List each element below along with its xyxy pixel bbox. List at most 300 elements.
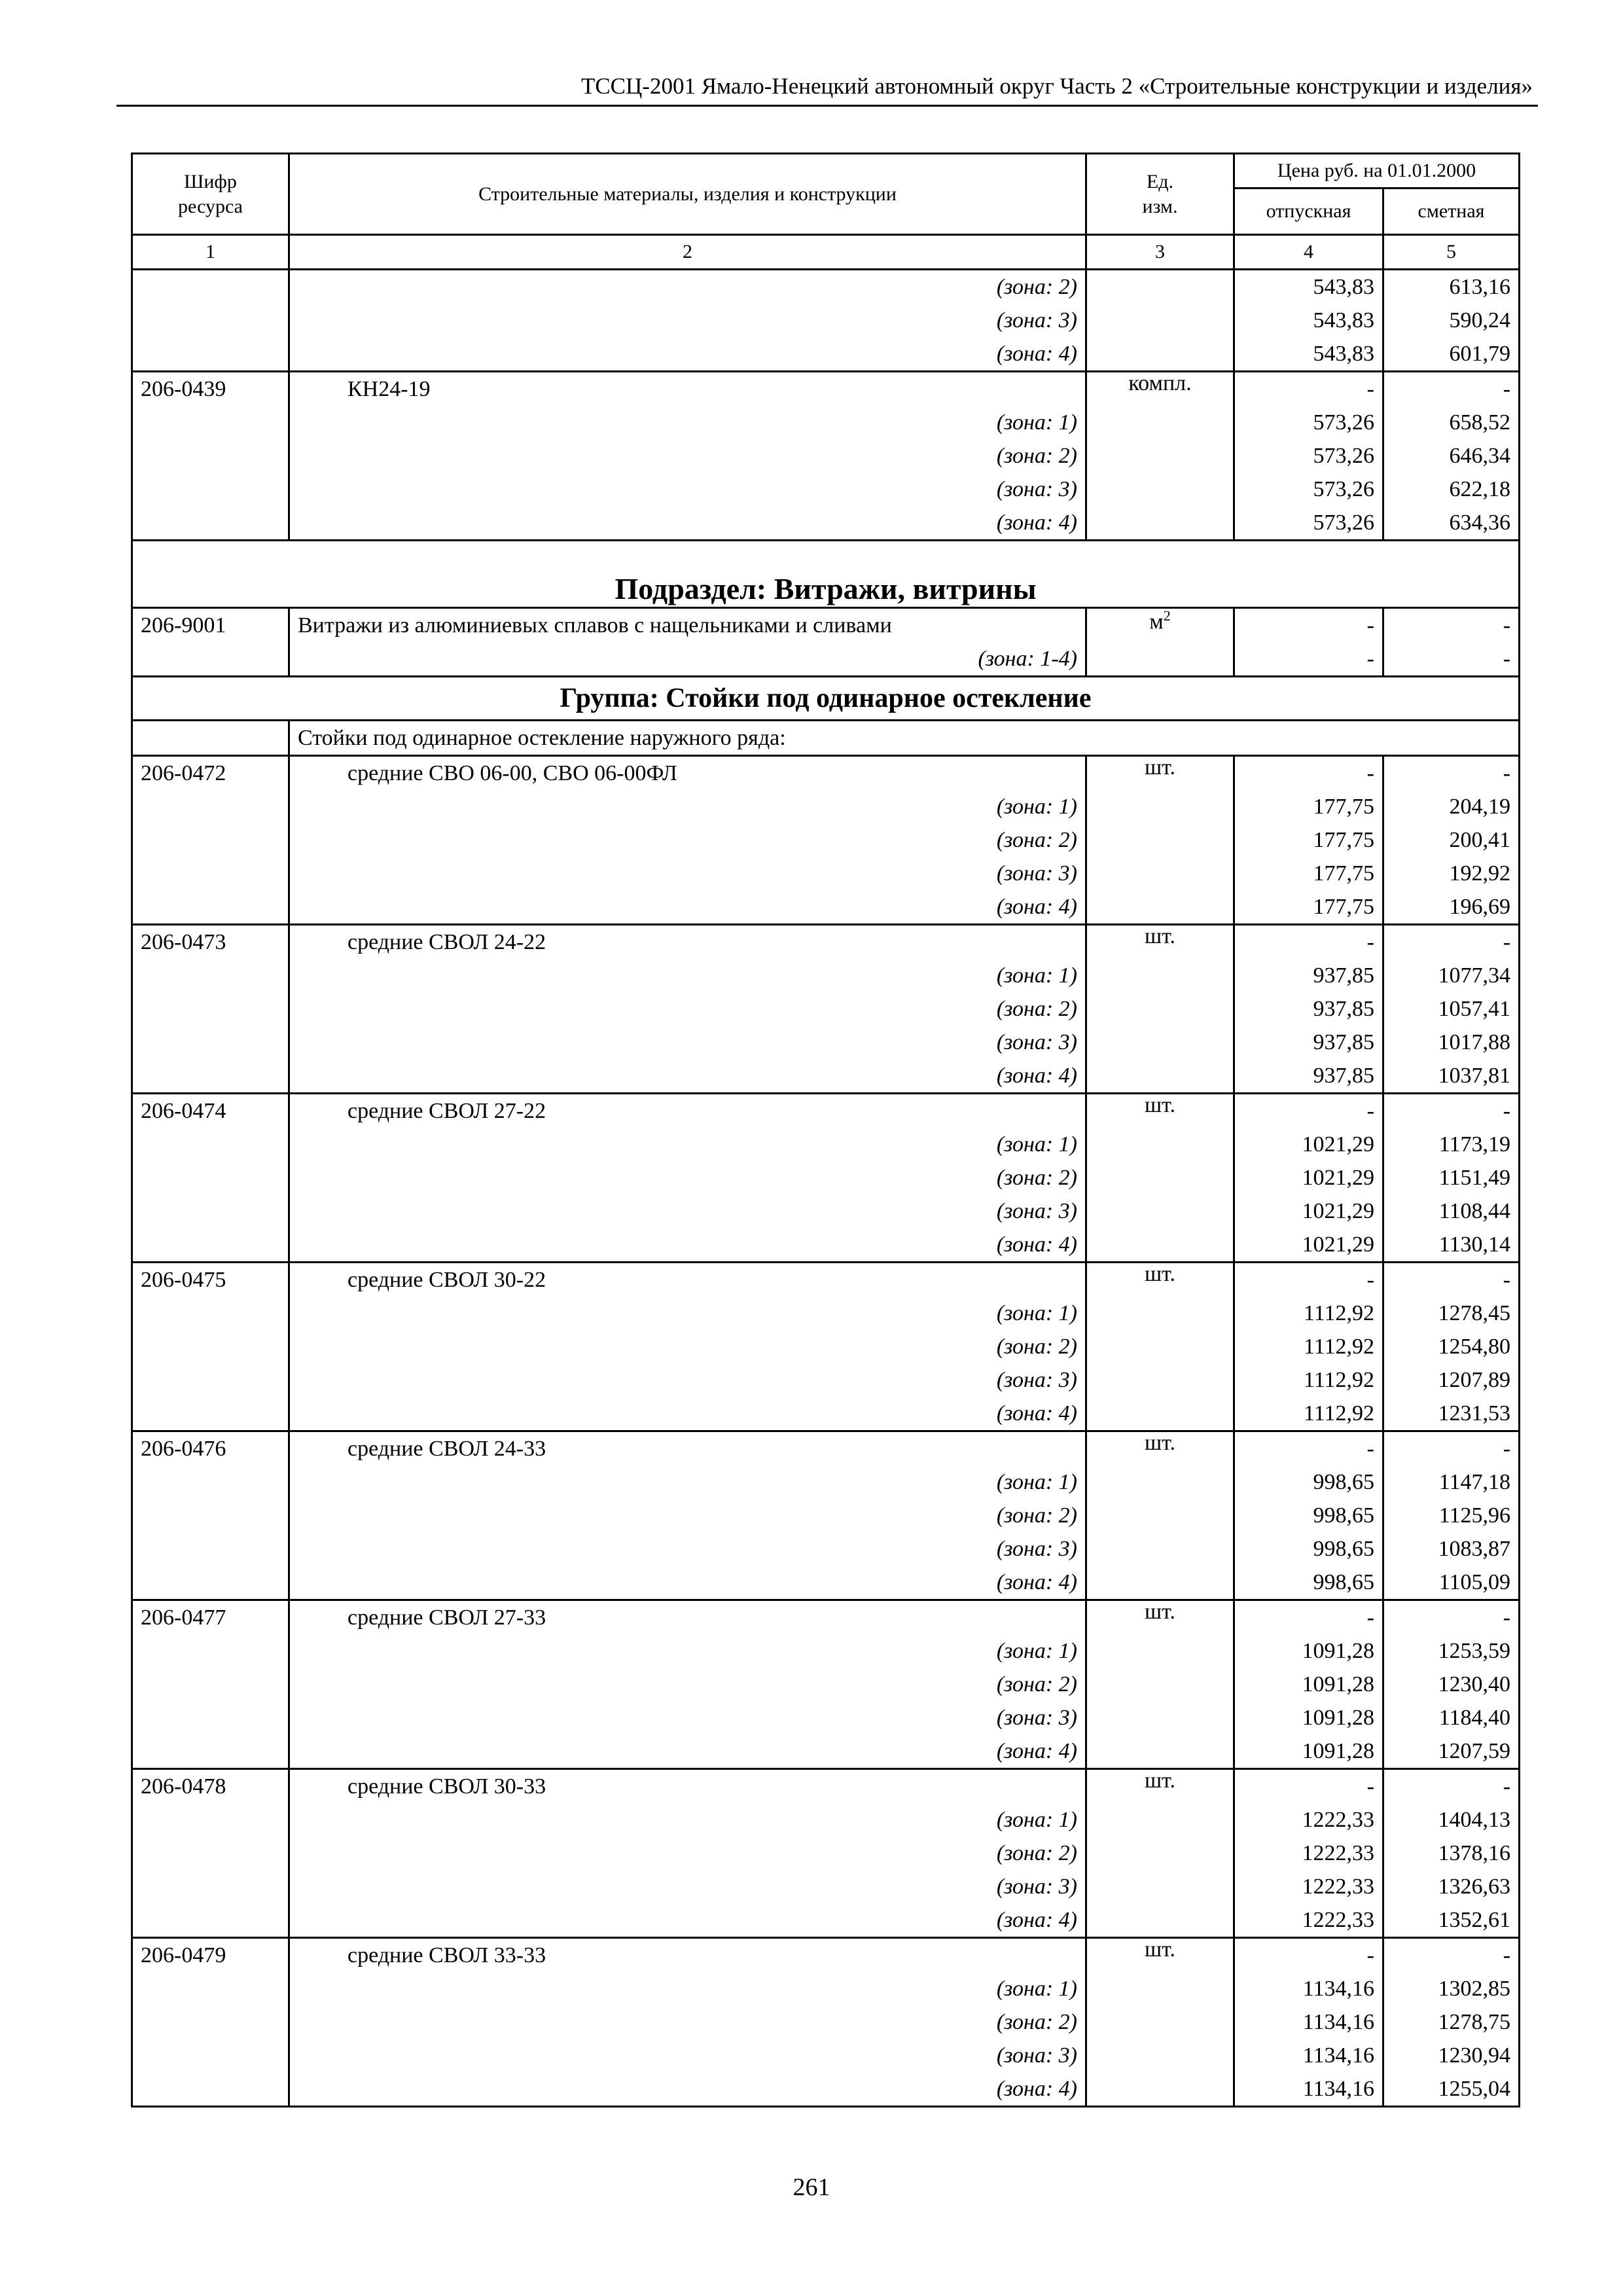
unit [1086,1194,1234,1228]
resource-code [132,1330,289,1363]
group-title: Группа: Стойки под одинарное остекление [132,677,1520,721]
zone-label: (зона: 3) [289,473,1086,506]
estimate-price: - [1383,1263,1520,1297]
resource-code: 206-0472 [132,756,289,791]
unit [1086,1059,1234,1094]
release-price: 1091,28 [1234,1668,1383,1701]
table-row-zone [132,1363,1520,1397]
table-row-zone [132,439,1520,473]
unit-text: м [1149,609,1164,634]
estimate-price: 590,24 [1383,304,1520,337]
release-price: 1134,16 [1234,2005,1383,2039]
resource-code: 206-0479 [132,1938,289,1973]
estimate-price: 622,18 [1383,473,1520,506]
release-price: 177,75 [1234,890,1383,925]
unit [1086,1397,1234,1431]
zone-label: (зона: 3) [289,857,1086,890]
col-number: 5 [1383,235,1520,270]
zone-label: (зона: 2) [289,2005,1086,2039]
estimate-price: 1077,34 [1383,959,1520,992]
release-price: 998,65 [1234,1532,1383,1566]
table-row-item [132,756,1520,791]
unit [1086,1870,1234,1903]
zone-label: (зона: 1-4) [289,642,1086,677]
release-price: - [1234,372,1383,406]
table-row-zone [132,2039,1520,2072]
unit [1086,1161,1234,1194]
resource-code [132,1903,289,1938]
unit [1086,270,1234,304]
zone-label: (зона: 2) [289,1668,1086,1701]
release-price: 1021,29 [1234,1128,1383,1161]
release-price: 1222,33 [1234,1903,1383,1938]
unit [1086,1803,1234,1837]
resource-code [132,506,289,541]
release-price: 937,85 [1234,1059,1383,1094]
release-price: 1112,92 [1234,1363,1383,1397]
release-price: - [1234,1600,1383,1635]
estimate-price: - [1383,1094,1520,1128]
unit [1086,1972,1234,2005]
resource-code [132,406,289,439]
table-row-item [132,1938,1520,1973]
material-name: средние СВОЛ 24-22 [289,925,1086,960]
page-number: 261 [793,2174,830,2201]
estimate-price: - [1383,925,1520,960]
zone-label: (зона: 1) [289,790,1086,823]
table-row-zone [132,1330,1520,1363]
resource-code: 206-9001 [132,608,289,643]
table-row-zone [132,1701,1520,1734]
zone-label: (зона: 4) [289,2072,1086,2107]
unit [1086,992,1234,1026]
estimate-price: 1230,94 [1383,2039,1520,2072]
table-row-zone [132,1128,1520,1161]
zone-label: (зона: 3) [289,1532,1086,1566]
material-name: средние СВОЛ 30-33 [289,1769,1086,1804]
unit-text: шт. [1145,1431,1175,1455]
table-row-zone [132,1397,1520,1431]
unit [1086,890,1234,925]
table-row-zone [132,506,1520,541]
table-row-zone [132,1870,1520,1903]
zone-label: (зона: 3) [289,304,1086,337]
resource-code [132,1701,289,1734]
release-price: 1112,92 [1234,1297,1383,1330]
estimate-price: 658,52 [1383,406,1520,439]
estimate-price: 1278,75 [1383,2005,1520,2039]
estimate-price: 1253,59 [1383,1634,1520,1668]
zone-label: (зона: 1) [289,1128,1086,1161]
estimate-price: 204,19 [1383,790,1520,823]
unit-text: шт. [1145,1600,1175,1624]
subsection-title: Подраздел: Витражи, витрины [132,541,1520,608]
estimate-price: 1326,63 [1383,1870,1520,1903]
resource-code [132,1059,289,1094]
table-row-zone [132,790,1520,823]
table-row-zone [132,1194,1520,1228]
table-row-zone [132,1903,1520,1938]
unit [1086,1837,1234,1870]
release-price: 1021,29 [1234,1161,1383,1194]
table-row-item [132,608,1520,643]
unit [1086,857,1234,890]
material-name: средние СВОЛ 27-33 [289,1600,1086,1635]
release-price: - [1234,1431,1383,1466]
unit [1086,506,1234,541]
col-number: 3 [1086,235,1234,270]
estimate-price: 1278,45 [1383,1297,1520,1330]
unit [1086,337,1234,372]
estimate-price: 196,69 [1383,890,1520,925]
unit-text: шт. [1145,1937,1175,1962]
table-row-item [132,925,1520,960]
resource-code [132,473,289,506]
estimate-price: - [1383,372,1520,406]
table-row-zone [132,1734,1520,1769]
unit-text: шт. [1145,1093,1175,1117]
estimate-price: 646,34 [1383,439,1520,473]
zone-label: (зона: 4) [289,1566,1086,1600]
zone-label: (зона: 2) [289,270,1086,304]
resource-code [132,1566,289,1600]
unit [1086,823,1234,857]
zone-label: (зона: 3) [289,1701,1086,1734]
estimate-price: 634,36 [1383,506,1520,541]
resource-code [132,1837,289,1870]
table-row-item [132,1094,1520,1128]
resource-code [132,1363,289,1397]
table-row-zone [132,2005,1520,2039]
zone-label: (зона: 2) [289,439,1086,473]
unit [1086,2072,1234,2107]
resource-code: 206-0476 [132,1431,289,1466]
zone-label: (зона: 4) [289,890,1086,925]
resource-code [132,890,289,925]
table-row-zone [132,992,1520,1026]
zone-label: (зона: 4) [289,506,1086,541]
estimate-price: 1125,96 [1383,1499,1520,1532]
table-row-zone [132,1465,1520,1499]
unit [1086,1026,1234,1059]
document-title: ТССЦ-2001 Ямало-Ненецкий автономный округ Часть 2 «Строительные конструкции и изделия» [580,73,1533,99]
release-price: - [1234,925,1383,960]
table-row-zone [132,1228,1520,1263]
estimate-price: 200,41 [1383,823,1520,857]
zone-label: (зона: 2) [289,1161,1086,1194]
release-price: 937,85 [1234,1026,1383,1059]
table-row-zone [132,1566,1520,1600]
table-row-item [132,1263,1520,1297]
unit [1086,1668,1234,1701]
material-name: средние СВОЛ 33-33 [289,1938,1086,1973]
unit [1086,1330,1234,1363]
unit [1086,2005,1234,2039]
col-header-unit: Ед. изм. [1086,154,1234,235]
release-price: - [1234,1094,1383,1128]
col-header-price-group: Цена руб. на 01.01.2000 [1234,154,1520,188]
unit [1086,304,1234,337]
col-header-name: Строительные материалы, изделия и конструкции [289,154,1086,235]
unit [1086,756,1234,791]
unit [1086,1363,1234,1397]
estimate-price: 1302,85 [1383,1972,1520,2005]
table-body [132,270,1520,2107]
estimate-price: - [1383,1600,1520,1635]
resource-code [132,1668,289,1701]
estimate-price: 1255,04 [1383,2072,1520,2107]
col-header-release-price: отпускная [1234,188,1383,235]
resource-code: 206-0439 [132,372,289,406]
estimate-price: 1057,41 [1383,992,1520,1026]
unit [1086,1532,1234,1566]
running-header [116,71,1538,107]
col-number: 4 [1234,235,1383,270]
resource-code [132,1128,289,1161]
estimate-price: - [1383,1431,1520,1466]
zone-label: (зона: 4) [289,1059,1086,1094]
zone-label: (зона: 1) [289,1972,1086,2005]
table-row-zone [132,1161,1520,1194]
table-row-zone [132,473,1520,506]
table-row-zone [132,337,1520,372]
material-name: Витражи из алюминиевых сплавов с нащельниками и сливами [289,608,1086,643]
release-price: 937,85 [1234,959,1383,992]
zone-label: (зона: 1) [289,1803,1086,1837]
estimate-price: - [1383,642,1520,677]
zone-label: (зона: 4) [289,1228,1086,1263]
estimate-price: 1207,89 [1383,1363,1520,1397]
unit [1086,1465,1234,1499]
table-row-item [132,1769,1520,1804]
resource-code [132,337,289,372]
unit [1086,1734,1234,1769]
resource-code [132,2072,289,2107]
estimate-price: - [1383,1938,1520,1973]
estimate-price: 1037,81 [1383,1059,1520,1094]
resource-code [132,1870,289,1903]
estimate-price: 601,79 [1383,337,1520,372]
table-row-zone [132,2072,1520,2107]
table-row-zone [132,857,1520,890]
release-price: - [1234,1938,1383,1973]
zone-label: (зона: 4) [289,1903,1086,1938]
release-price: - [1234,756,1383,791]
estimate-price: - [1383,1769,1520,1804]
unit [1086,790,1234,823]
table-row-zone [132,1532,1520,1566]
unit [1086,1938,1234,1973]
unit [1086,1128,1234,1161]
resource-code [132,1803,289,1837]
zone-label: (зона: 2) [289,1837,1086,1870]
material-name: средние СВОЛ 30-22 [289,1263,1086,1297]
unit [1086,1228,1234,1263]
unit [1086,642,1234,677]
zone-label: (зона: 3) [289,1363,1086,1397]
resource-code [132,1228,289,1263]
release-price: 543,83 [1234,270,1383,304]
estimate-price: 1404,13 [1383,1803,1520,1837]
resource-code [132,1465,289,1499]
resource-code [132,1026,289,1059]
table-row-zone [132,890,1520,925]
unit [1086,1634,1234,1668]
resource-code [132,992,289,1026]
resource-code [132,1634,289,1668]
table-row-zone [132,1803,1520,1837]
unit [1086,1600,1234,1635]
resource-code [132,270,289,304]
release-price: 998,65 [1234,1499,1383,1532]
release-price: 1134,16 [1234,1972,1383,2005]
release-price: 998,65 [1234,1465,1383,1499]
resource-code [132,857,289,890]
unit [1086,1094,1234,1128]
unit [1086,1297,1234,1330]
unit-text: компл. [1128,371,1192,395]
release-price: 543,83 [1234,337,1383,372]
section-caption: Стойки под одинарное остекление наружного ряда: [289,721,1520,756]
table-row-zone [132,1668,1520,1701]
table-row-zone [132,1972,1520,2005]
table-row-zone [132,406,1520,439]
release-price: - [1234,608,1383,643]
resource-code [132,823,289,857]
unit [1086,1701,1234,1734]
zone-label: (зона: 1) [289,959,1086,992]
unit [1086,439,1234,473]
resource-code [132,1972,289,2005]
material-name: средние СВО 06-00, СВО 06-00ФЛ [289,756,1086,791]
release-price: 1222,33 [1234,1837,1383,1870]
resource-code [132,642,289,677]
zone-label: (зона: 3) [289,1870,1086,1903]
release-price: - [1234,1769,1383,1804]
release-price: 1021,29 [1234,1194,1383,1228]
table-row-zone [132,270,1520,304]
release-price: 1112,92 [1234,1330,1383,1363]
release-price: 1134,16 [1234,2072,1383,2107]
table-row-zone [132,642,1520,677]
resource-code: 206-0478 [132,1769,289,1804]
estimate-price: 1173,19 [1383,1128,1520,1161]
estimate-price: 1231,53 [1383,1397,1520,1431]
release-price: 543,83 [1234,304,1383,337]
unit [1086,959,1234,992]
estimate-price: 1108,44 [1383,1194,1520,1228]
resource-code [132,1532,289,1566]
zone-label: (зона: 2) [289,823,1086,857]
unit-superscript: 2 [1163,607,1171,624]
unit [1086,372,1234,406]
unit [1086,1499,1234,1532]
resource-code [132,790,289,823]
unit [1086,1903,1234,1938]
release-price: 1091,28 [1234,1701,1383,1734]
unit-text: шт. [1145,1768,1175,1793]
estimate-price: - [1383,608,1520,643]
estimate-price: 1130,14 [1383,1228,1520,1263]
unit [1086,608,1234,643]
table-row-zone [132,1634,1520,1668]
table-row-item [132,1431,1520,1466]
resource-code [132,1297,289,1330]
resource-code: 206-0473 [132,925,289,960]
unit [1086,1431,1234,1466]
unit [1086,1566,1234,1600]
release-price: 1112,92 [1234,1397,1383,1431]
unit-text: шт. [1145,755,1175,780]
table-row-zone [132,1297,1520,1330]
unit [1086,925,1234,960]
unit-text: шт. [1145,1262,1175,1286]
material-name: средние СВОЛ 27-22 [289,1094,1086,1128]
unit-text: шт. [1145,924,1175,948]
estimate-price: - [1383,756,1520,791]
zone-label: (зона: 1) [289,1465,1086,1499]
resource-code [132,439,289,473]
resource-code [132,1194,289,1228]
table-row-zone [132,1837,1520,1870]
zone-label: (зона: 4) [289,1734,1086,1769]
release-price: 177,75 [1234,823,1383,857]
resource-code [132,959,289,992]
release-price: 573,26 [1234,473,1383,506]
release-price: - [1234,642,1383,677]
col-number: 1 [132,235,289,270]
zone-label: (зона: 4) [289,337,1086,372]
resource-code [132,1397,289,1431]
estimate-price: 1083,87 [1383,1532,1520,1566]
release-price: 177,75 [1234,790,1383,823]
release-price: 1222,33 [1234,1870,1383,1903]
zone-label: (зона: 3) [289,1026,1086,1059]
release-price: 1222,33 [1234,1803,1383,1837]
table-row-item [132,1600,1520,1635]
resource-code [132,2005,289,2039]
estimate-price: 1254,80 [1383,1330,1520,1363]
estimate-price: 1017,88 [1383,1026,1520,1059]
subsection-row [132,541,1520,608]
material-name: КН24-19 [289,372,1086,406]
code-cell-empty [132,721,289,756]
price-table [131,152,1520,2108]
estimate-price: 1207,59 [1383,1734,1520,1769]
zone-label: (зона: 2) [289,1330,1086,1363]
resource-code [132,1161,289,1194]
zone-label: (зона: 2) [289,1499,1086,1532]
zone-label: (зона: 3) [289,2039,1086,2072]
zone-label: (зона: 2) [289,992,1086,1026]
table-row-zone [132,959,1520,992]
resource-code [132,1734,289,1769]
release-price: 1021,29 [1234,1228,1383,1263]
release-price: 998,65 [1234,1566,1383,1600]
zone-label: (зона: 4) [289,1397,1086,1431]
release-price: 1134,16 [1234,2039,1383,2072]
table-row-zone [132,1499,1520,1532]
release-price: 573,26 [1234,506,1383,541]
unit [1086,1769,1234,1804]
zone-label: (зона: 3) [289,1194,1086,1228]
unit [1086,473,1234,506]
table-row-zone [132,1026,1520,1059]
estimate-price: 1352,61 [1383,1903,1520,1938]
resource-code: 206-0474 [132,1094,289,1128]
release-price: 1091,28 [1234,1734,1383,1769]
material-name: средние СВОЛ 24-33 [289,1431,1086,1466]
